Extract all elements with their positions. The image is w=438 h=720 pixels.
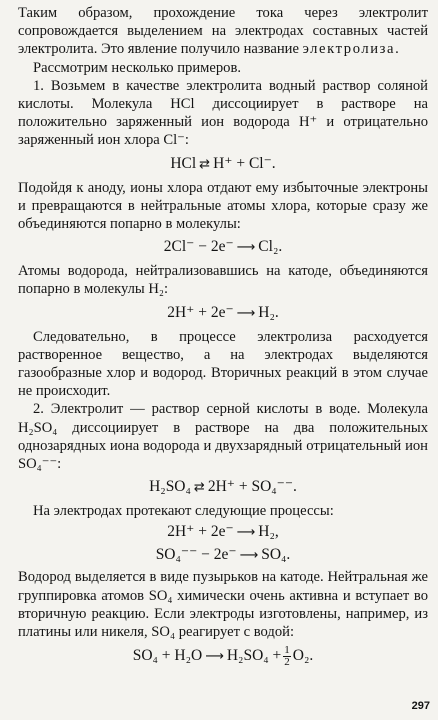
equation-2 — [18, 237, 428, 258]
equation-5 — [18, 522, 428, 543]
equation-3 — [18, 303, 428, 324]
equation-1 — [18, 154, 428, 175]
reaction-arrow-icon: ⟶ — [236, 305, 256, 321]
equation-7-left: SO₄ + H₂O — [132, 647, 203, 665]
equation-3-right: H₂. — [258, 303, 279, 321]
paragraph-1-text: Таким образом, прохождение тока через электролит сопровождается выделением на электродах составных частей электролита. Это явление получило название — [18, 5, 428, 58]
equation-7 — [18, 645, 428, 668]
equilibrium-arrow-icon: ⇄ — [199, 156, 211, 172]
equation-7-tail: O₂. — [292, 647, 314, 665]
fraction-one-half — [283, 645, 291, 668]
equilibrium-arrow-icon: ⇄ — [193, 480, 205, 496]
equation-7-right: H₂SO₄ + — [226, 647, 282, 665]
equation-6 — [18, 545, 428, 566]
equation-1-right: H⁺ + Cl⁻. — [213, 154, 276, 172]
paragraph-9: Водород выделяется в виде пузырьков на катоде. Нейтральная же группировка атомов SO₄ химически очень активна и вступает во вторичную реакцию. Если электроды изготовлены, например, из платины или никеля, SO₄ реагирует с водой: — [18, 569, 428, 641]
equation-2-right: Cl₂. — [258, 238, 283, 256]
equation-6-left: SO₄⁻⁻ − 2e⁻ — [155, 546, 237, 564]
paragraph-2: Рассмотрим несколько примеров. — [33, 59, 242, 76]
paragraph-4: Подойдя к аноду, ионы хлора отдают ему избыточные электроны и превращаются в нейтральные атомы хлора, которые сразу же объединяются попарно в молекулы: — [18, 179, 428, 233]
page-number: 297 — [411, 700, 430, 712]
fraction-numerator: 1 — [284, 644, 290, 657]
equation-4-right: 2H⁺ + SO₄⁻⁻. — [207, 478, 297, 496]
equation-4-left: H₂SO₄ — [149, 478, 191, 496]
reaction-arrow-icon: ⟶ — [239, 548, 259, 564]
fraction-denominator: 2 — [284, 656, 290, 669]
paragraph-6: Следовательно, в процессе электролиза расходуется растворенное вещество, а на электродах выделяются газообразные хлор и водород. Вторичных реакций в этом случае не происходит. — [18, 328, 428, 400]
reaction-arrow-icon: ⟶ — [236, 240, 256, 256]
equation-4 — [18, 477, 428, 498]
paragraph-8: На электродах протекают следующие процессы: — [33, 503, 334, 520]
equation-2-left: 2Cl⁻ − 2e⁻ — [163, 238, 234, 256]
term-electrolysis: электролиза. — [302, 41, 401, 58]
paragraph-7: 2. Электролит — раствор серной кислоты в воде. Молекула H₂SO₄ диссоциирует в растворе на два положительных однозарядных иона водорода и двухзарядный отрицательный ион SO₄⁻⁻: — [18, 401, 428, 473]
paragraph-1 — [18, 4, 428, 59]
paragraph-5: Атомы водорода, нейтрализовавшись на катоде, объединяются попарно в молекулы H₂: — [18, 263, 428, 298]
reaction-arrow-icon: ⟶ — [205, 649, 224, 665]
equation-1-left: HCl — [170, 154, 197, 172]
reaction-arrow-icon: ⟶ — [236, 525, 256, 541]
equation-3-left: 2H⁺ + 2e⁻ — [167, 303, 234, 321]
equation-5-right: H₂, — [258, 523, 279, 541]
paragraph-3: 1. Возьмем в качестве электролита водный раствор соляной кислоты. Молекула HCl диссоциирует в растворе на положительно заряженный ион водорода H⁺ и отрицательно заряженный ион хлора Cl⁻: — [18, 77, 428, 149]
equation-5-left: 2H⁺ + 2e⁻ — [167, 523, 234, 541]
equation-6-right: SO₄. — [261, 546, 291, 564]
